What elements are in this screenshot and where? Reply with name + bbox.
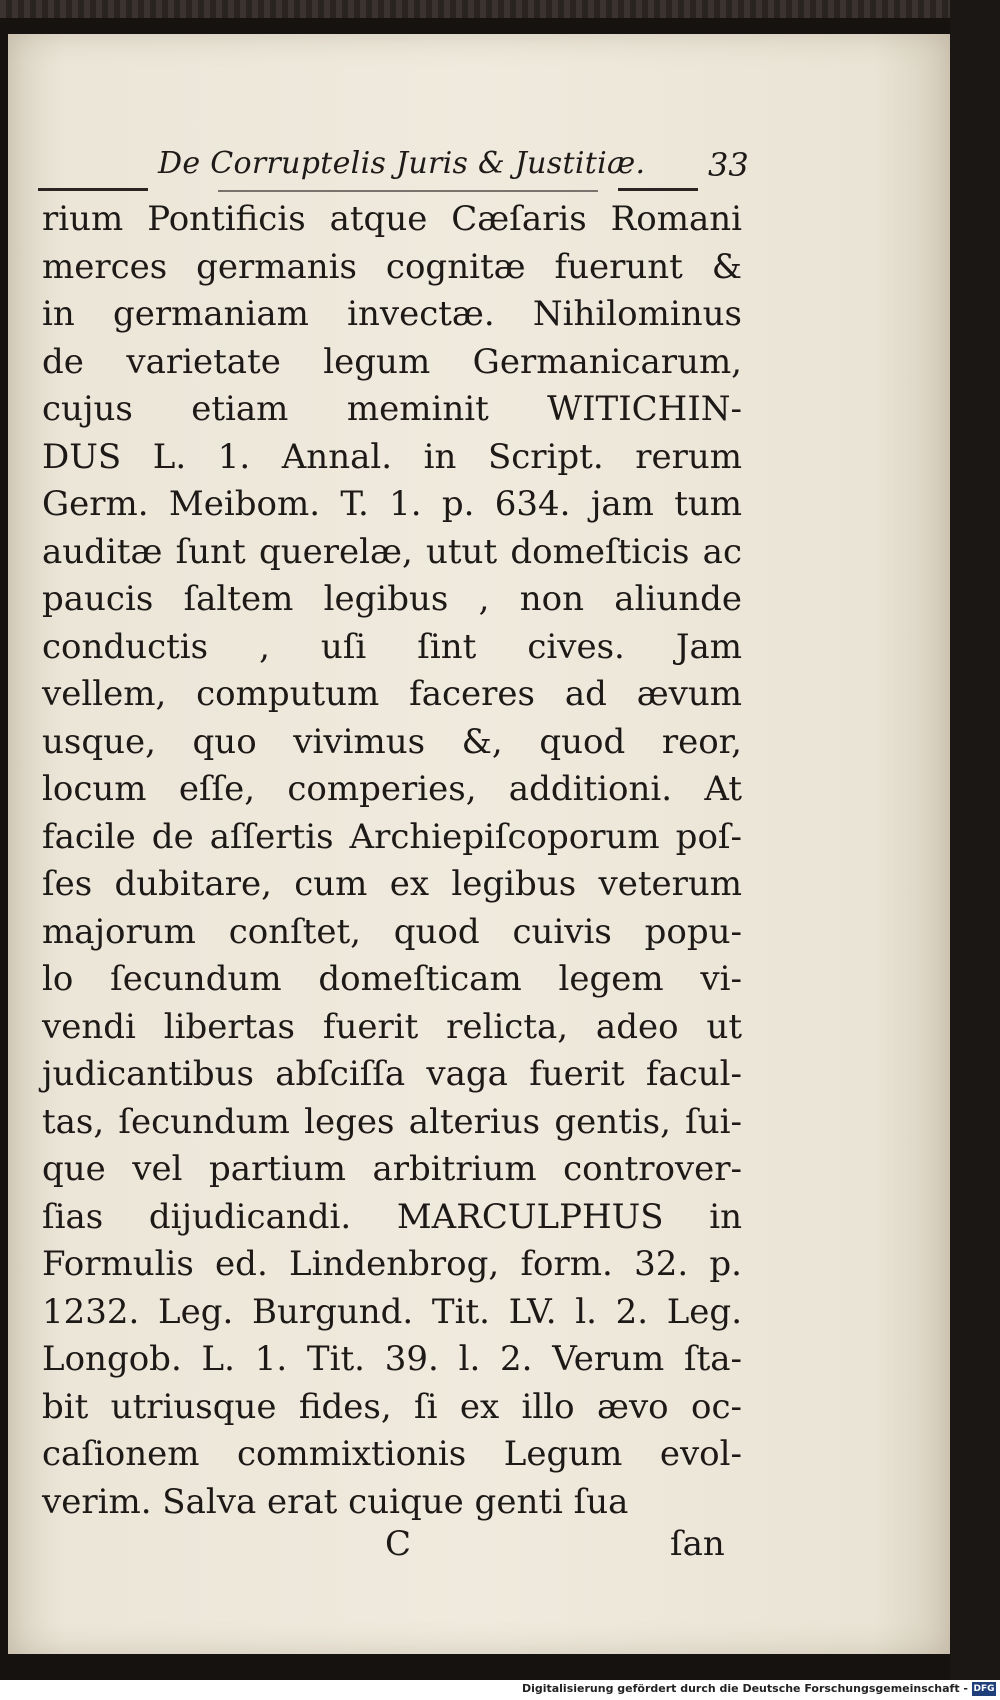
text-line: locum eſſe, comperies, additioni. At (42, 769, 742, 809)
book-top-edge (0, 0, 1000, 18)
text-line: ſes dubitare, cum ex legibus veterum (42, 864, 742, 904)
text-line: 1232. Leg. Burgund. Tit. LV. l. 2. Leg. (42, 1291, 742, 1332)
text-line: DUS L. 1. Annal. in Script. rerum (42, 436, 742, 477)
text-line: rium Pontificis atque Cæſaris Romani (42, 199, 742, 239)
text-line: lo ſecundum domeſticam legem vi- (42, 959, 742, 999)
header-rule-middle (218, 190, 598, 192)
header-rule-right (618, 188, 698, 191)
text-line: Longob. L. 1. Tit. 39. l. 2. Verum ſta- (42, 1339, 742, 1379)
text-line: vellem, computum faceres ad ævum (42, 674, 742, 714)
running-head: De Corruptelis Juris & Justitiæ. (158, 146, 646, 181)
text-line: tas, ſecundum leges alterius gentis, ſui- (42, 1101, 742, 1142)
header-rule-left (38, 188, 148, 191)
text-line: auditæ ſunt querelæ, utut domeſticis ac (42, 531, 742, 572)
signature-mark: C (385, 1524, 412, 1564)
text-line: facile de aſſertis Archiepiſcoporum poſ- (42, 816, 742, 857)
text-line: vendi libertas fuerit relicta, adeo ut (42, 1006, 742, 1047)
text-line: Formulis ed. Lindenbrog, form. 32. p. (42, 1244, 742, 1284)
book-page (8, 34, 950, 1654)
text-line: majorum conſtet, quod cuivis popu- (42, 911, 742, 952)
text-line: judicantibus abſciſſa vaga fuerit facul- (42, 1054, 742, 1094)
text-line: bit utriusque fides, ſi ex illo ævo oc- (42, 1386, 742, 1427)
text-line: de varietate legum Germanicarum, (42, 341, 742, 382)
text-line: merces germanis cognitæ fuerunt & (42, 246, 742, 287)
text-line: Germ. Meibom. T. 1. p. 634. jam tum (42, 484, 742, 524)
text-line: usque, quo vivimus &, quod reor, (42, 721, 742, 762)
text-line: conductis , uſi ſint cives. Jam (42, 626, 742, 667)
body-text (42, 196, 742, 1526)
catchword: ſan (670, 1524, 725, 1564)
text-line: cujus etiam meminit WITICHIN- (42, 389, 742, 429)
text-line: in germaniam invectæ. Nihilominus (42, 294, 742, 334)
text-line: paucis ſaltem legibus , non aliunde (42, 579, 742, 619)
text-line: verim. Salva erat cuique genti ſua (42, 1481, 629, 1522)
digitization-credit: Digitalisierung gefördert durch die Deutsche Forschungsgemeinschaft - (521, 1682, 968, 1695)
text-line: ſias dijudicandi. MARCULPHUS in (42, 1196, 742, 1237)
page-number: 33 (708, 146, 749, 184)
text-line: que vel partium arbitrium controver- (42, 1149, 742, 1189)
dfg-logo: DFG (973, 1684, 995, 1694)
text-line: caſionem commixtionis Legum evol- (42, 1434, 742, 1474)
right-gutter (950, 0, 1000, 1700)
